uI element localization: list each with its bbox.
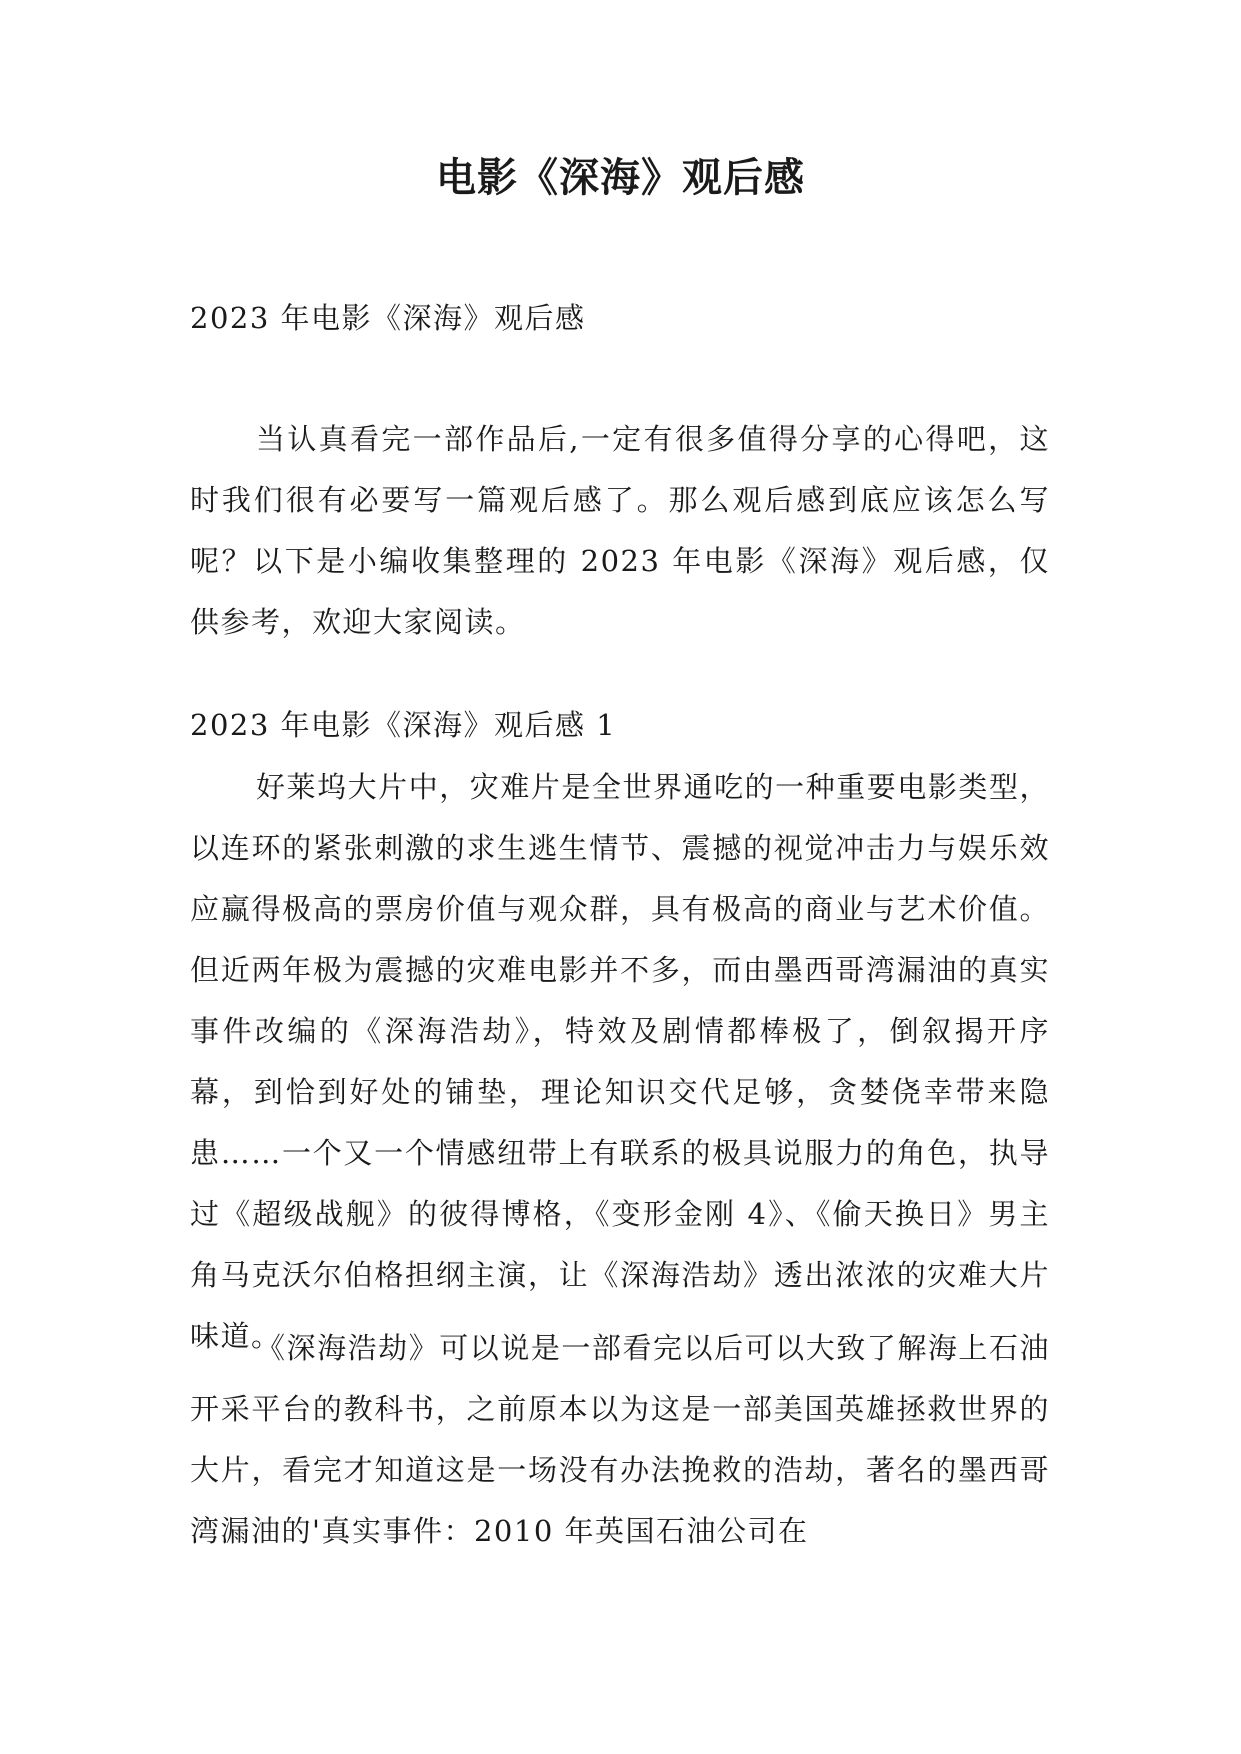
body-paragraph-2: 《深海浩劫》可以说是一部看完以后可以大致了解海上石油开采平台的教科书，之前原本以为这是一部美国英雄拯救世界的大片，看完才知道这是一场没有办法挽救的浩劫，著名的墨西哥湾漏油的'真实事件：2010 年英国石油公司在	[190, 1331, 1050, 1548]
intro-paragraph: 当认真看完一部作品后,一定有很多值得分享的心得吧，这时我们很有必要写一篇观后感了。那么观后感到底应该怎么写呢？以下是小编收集整理的 2023 年电影《深海》观后感，仅供参考，欢迎大家阅读。	[190, 422, 1050, 639]
body-paragraph-1: 好莱坞大片中，灾难片是全世界通吃的一种重要电影类型，以连环的紧张刺激的求生逃生情节、震撼的视觉冲击力与娱乐效应赢得极高的票房价值与观众群，具有极高的商业与艺术价值。但近两年极为震撼的灾难电影并不多，而由墨西哥湾漏油的真实事件改编的《深海浩劫》，特效及剧情都棒极了，倒叙揭开序幕，到恰到好处的铺垫，理论知识交代足够，贪婪侥幸带来隐患……一个又一个情感纽带上有联系的极具说服力的角色，执导过《超级战舰》的彼得博格，《变形金刚 4》、《偷天换日》男主角马克沃尔伯格担纲主演，让《深海浩劫》透出浓浓的灾难大片味道。	[190, 770, 1050, 1353]
section-heading: 2023 年电影《深海》观后感 1	[190, 708, 617, 742]
document-title: 电影《深海》观后感	[436, 155, 805, 201]
document-subtitle: 2023 年电影《深海》观后感	[190, 301, 586, 335]
